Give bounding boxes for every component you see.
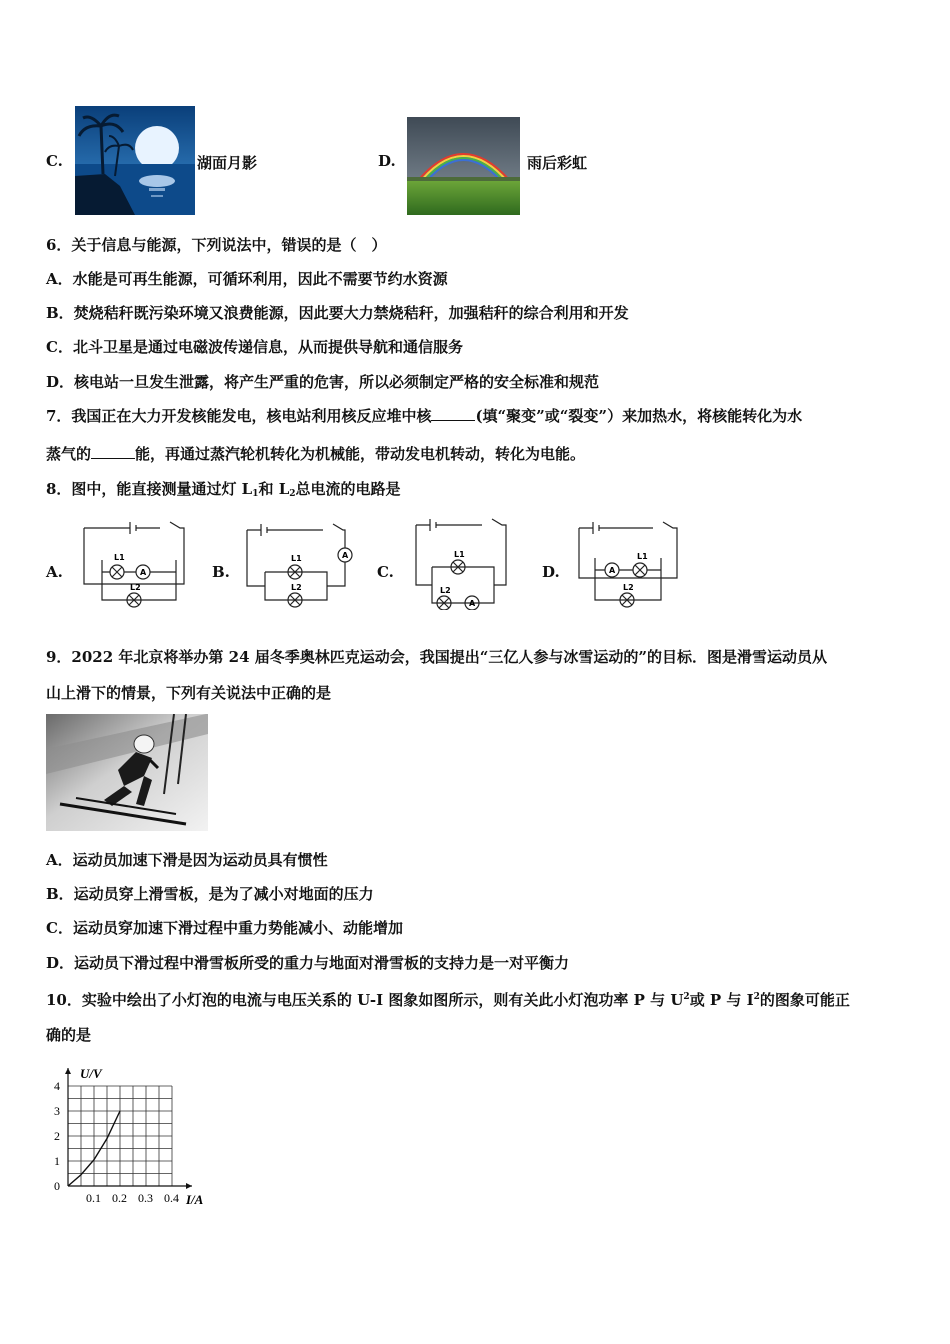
x-tick-label: 0.1 xyxy=(86,1191,101,1205)
q10-stem-line1 xyxy=(46,987,850,1010)
q8-stem xyxy=(46,479,401,504)
x-tick-label: 0.2 xyxy=(112,1191,127,1205)
moon-lake-image xyxy=(75,106,195,215)
q9-stem-line1: 9．2022 年北京将举办第 24 届冬季奥林匹克运动会，我国提出“三亿人参与冰雪运动的”的目标．图是滑雪运动员从 xyxy=(46,648,827,666)
q7-blank-1[interactable] xyxy=(431,406,475,421)
circuit-a-l1-label: L1 xyxy=(114,553,125,562)
q8-stem-pre: 8．图中，能直接测量通过灯 L xyxy=(46,480,253,498)
q5-option-d-letter: D. xyxy=(378,152,396,170)
circuit-b-l1-label: L1 xyxy=(291,554,302,563)
q8-option-a-letter: A. xyxy=(46,563,63,581)
q5-option-c-letter: C. xyxy=(46,152,63,170)
skier-image xyxy=(46,714,208,831)
y-tick-label: 3 xyxy=(54,1104,60,1118)
circuit-c-l2-label: L2 xyxy=(440,586,451,595)
q5-option-d-caption: 雨后彩虹 xyxy=(527,154,588,172)
q8-sub-1: 1 xyxy=(252,489,259,499)
q10-sup-1: 2 xyxy=(683,992,690,1002)
q9-option-d: D．运动员下滑过程中滑雪板所受的重力与地面对滑雪板的支持力是一对平衡力 xyxy=(46,954,570,972)
q10-stem-pre: 10．实验中绘出了小灯泡的电流与电压关系的 U-I 图象如图所示，则有关此小灯泡功率 P 与 U xyxy=(46,991,684,1009)
y-tick-label: 0 xyxy=(54,1179,60,1193)
q7-text-4: 能，再通过蒸汽轮机转化为机械能，带动发电机转动，转化为电能。 xyxy=(135,445,586,463)
q7-line1 xyxy=(46,406,802,426)
y-tick-label: 2 xyxy=(54,1129,60,1143)
q7-text-2: (填“聚变”或“裂变”）来加热水，将核能转化为水 xyxy=(475,407,803,425)
q8-stem-post: 总电流的电路是 xyxy=(295,480,401,498)
x-tick-label: 0.4 xyxy=(164,1191,179,1205)
q9-option-c: C．运动员穿加速下滑过程中重力势能减小、动能增加 xyxy=(46,919,403,937)
q7-blank-2[interactable] xyxy=(91,444,135,459)
y-tick-label: 1 xyxy=(54,1154,60,1168)
q8-option-d-letter: D. xyxy=(542,563,560,581)
q6-stem: 6．关于信息与能源，下列说法中，错误的是（ ） xyxy=(46,236,387,254)
circuit-c-ammeter-label: A xyxy=(469,599,476,608)
circuit-a-l2-label: L2 xyxy=(130,583,141,592)
circuit-d-ammeter-label: A xyxy=(609,566,616,575)
chart-y-axis-label: U/V xyxy=(80,1066,102,1081)
x-tick-label: 0.3 xyxy=(138,1191,153,1205)
circuit-c-diagram xyxy=(410,515,520,610)
q6-option-c: C．北斗卫星是通过电磁波传递信息，从而提供导航和通信服务 xyxy=(46,338,463,356)
q8-stem-mid: 和 L xyxy=(258,480,290,498)
y-axis-arrow xyxy=(65,1068,71,1074)
circuit-b-l2-label: L2 xyxy=(291,583,302,592)
circuit-b-diagram xyxy=(243,520,358,610)
circuit-d-diagram xyxy=(575,518,690,610)
circuit-a-ammeter-label: A xyxy=(140,568,147,577)
chart-x-axis-label: I/A xyxy=(186,1192,204,1207)
q6-option-a: A．水能是可再生能源，可循环利用，因此不需要节约水资源 xyxy=(46,270,448,288)
circuit-d-l1-label: L1 xyxy=(637,552,648,561)
circuit-d-l2-label: L2 xyxy=(623,583,634,592)
y-tick-label: 4 xyxy=(54,1079,60,1093)
q9-option-a: A．运动员加速下滑是因为运动员具有惯性 xyxy=(46,851,328,869)
q10-stem-post: 的图象可能正 xyxy=(759,991,850,1009)
rainbow-image xyxy=(407,117,520,215)
circuit-a-diagram xyxy=(80,520,190,610)
x-axis-arrow xyxy=(186,1183,192,1189)
q8-sub-2: 2 xyxy=(289,489,296,499)
q5-option-c-caption: 湖面月影 xyxy=(197,154,258,172)
ui-chart xyxy=(40,1062,220,1212)
q9-option-b: B．运动员穿上滑雪板，是为了减小对地面的压力 xyxy=(46,885,374,903)
q10-sup-2: 2 xyxy=(753,992,760,1002)
q9-stem-line2: 山上滑下的情景，下列有关说法中正确的是 xyxy=(46,684,332,702)
q10-stem-mid: 或 P 与 I xyxy=(689,991,754,1009)
q6-option-d: D．核电站一旦发生泄露，将产生严重的危害，所以必须制定严格的安全标准和规范 xyxy=(46,373,600,391)
circuit-c-l1-label: L1 xyxy=(454,550,465,559)
q8-option-b-letter: B. xyxy=(212,563,230,581)
q7-line2 xyxy=(46,444,585,464)
q7-text-3: 蒸气的 xyxy=(46,445,92,463)
q7-text-1: 7．我国正在大力开发核能发电，核电站利用核反应堆中核 xyxy=(46,407,432,425)
q10-stem-line2: 确的是 xyxy=(46,1026,92,1044)
q8-option-c-letter: C. xyxy=(377,563,394,581)
q6-option-b: B．焚烧秸秆既污染环境又浪费能源，因此要大力禁烧秸秆，加强秸秆的综合利用和开发 xyxy=(46,304,629,322)
circuit-b-ammeter-label: A xyxy=(342,551,349,560)
